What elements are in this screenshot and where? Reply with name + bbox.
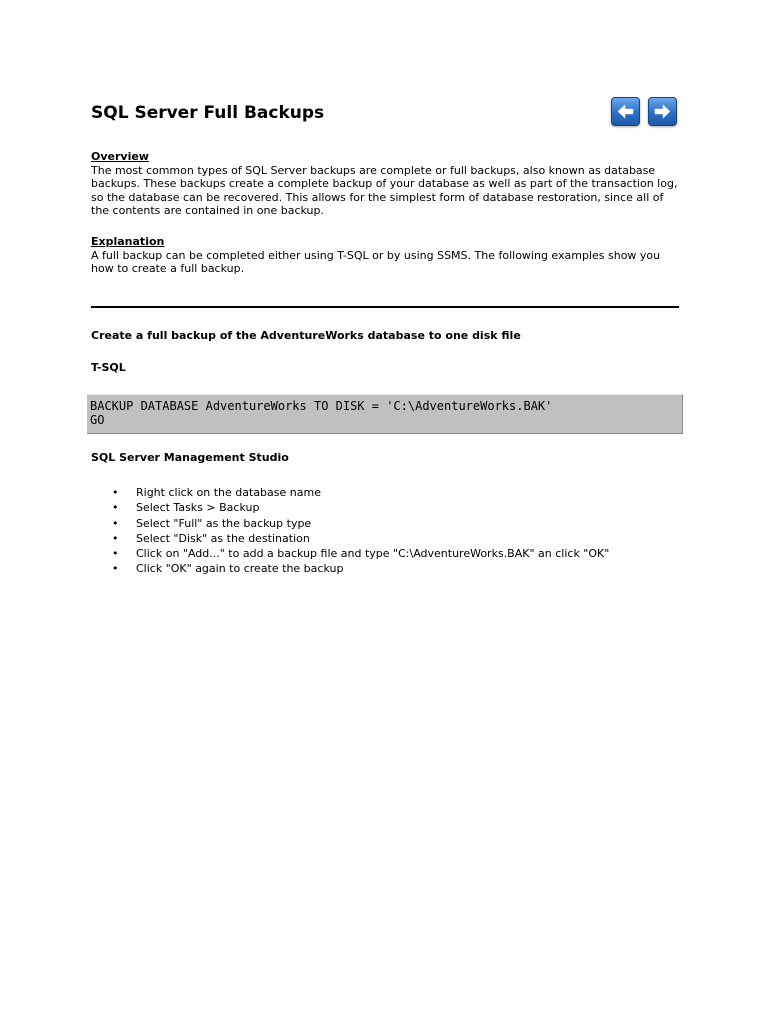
list-item [91,485,609,500]
step-text: Click on "Add..." to add a backup file and type "C:\AdventureWorks.BAK" an click "OK" [136,547,610,561]
step-text: Right click on the database name [136,486,321,499]
bullet: • [112,516,119,530]
bullet: • [112,547,119,561]
previous-page-button[interactable] [611,97,640,126]
code-block[interactable] [87,394,683,434]
list-item [91,500,609,515]
overview-section [91,150,681,218]
code-line: BACKUP DATABASE AdventureWorks TO DISK = 'C:\AdventureWorks.BAK' [90,399,553,413]
step-text: Select "Full" as the backup type [136,516,312,530]
explanation-heading: Explanation [91,235,165,248]
ssms-heading: SQL Server Management Studio [91,451,289,464]
ssms-steps-list [91,485,609,577]
divider [91,306,679,308]
list-item [91,516,609,531]
step-text: Select "Disk" as the destination [136,531,310,545]
overview-text: The most common types of SQL Server backups are complete or full backups, also known as database backups. These backups create a complete backup of your database as well as part of the transaction log, so the database can be recovered. This allows for the simplest form of database restoration, since all of the contents are contained in one backup. [91,163,678,217]
step-text: Click "OK" again to create the backup [136,562,344,576]
bullet: • [112,531,119,545]
list-item [91,561,609,576]
list-item [91,531,609,546]
next-page-button[interactable] [648,97,677,126]
bullet: • [112,501,119,515]
bullet: • [112,562,119,576]
code-line: GO [90,413,105,427]
overview-heading: Overview [91,150,149,163]
example-heading: Create a full backup of the AdventureWorks database to one disk file [91,329,521,342]
bullet: • [112,486,119,499]
explanation-text: A full backup can be completed either using T-SQL or by using SSMS. The following examples show you how to create a full backup. [91,248,661,275]
list-item [91,546,609,561]
explanation-section [91,235,681,276]
step-text: Select Tasks > Backup [136,501,260,515]
arrow-right-icon [649,98,676,125]
arrow-left-icon [612,98,639,125]
tsql-heading: T-SQL [91,361,126,374]
page-title: SQL Server Full Backups [91,103,325,123]
